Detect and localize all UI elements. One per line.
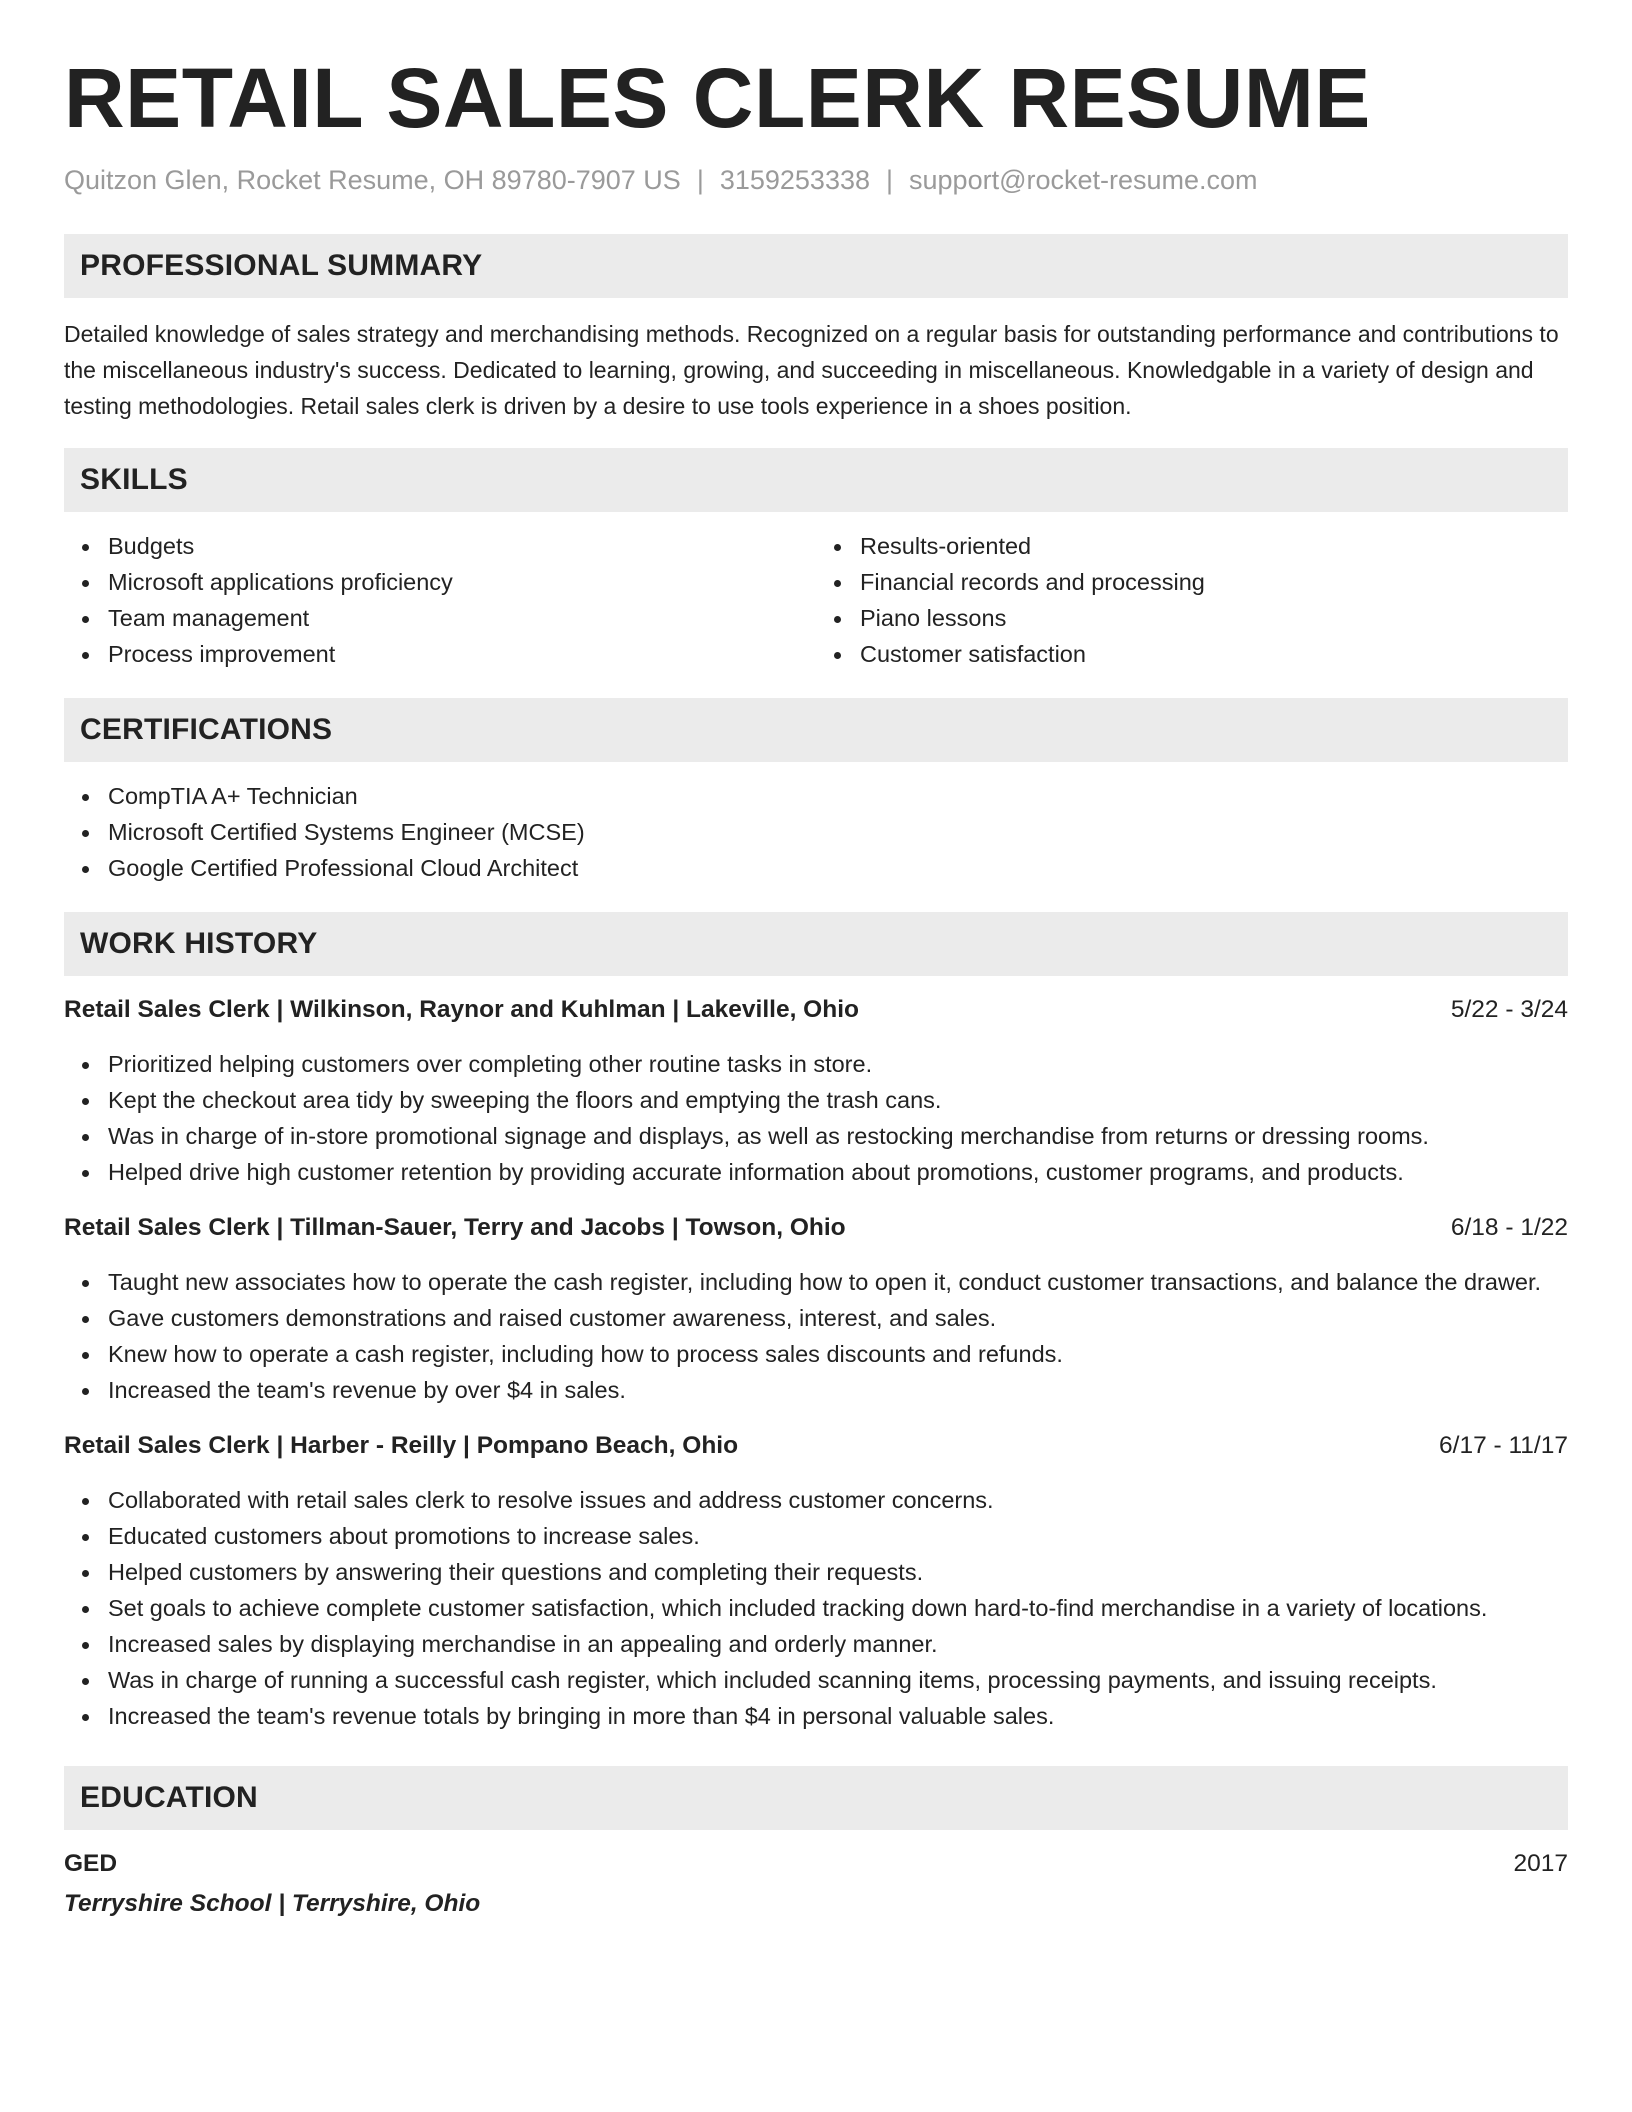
job-header (64, 992, 1568, 1028)
skill-item: Team management (64, 600, 816, 636)
job-duty: Prioritized helping customers over completing other routine tasks in store. (64, 1046, 1568, 1082)
job-duty: Educated customers about promotions to increase sales. (64, 1518, 1568, 1554)
job-duty: Set goals to achieve complete customer satisfaction, which included tracking down hard-to-find merchandise in a variety of locations. (64, 1590, 1568, 1626)
skill-item: Customer satisfaction (816, 636, 1568, 672)
education-year: 2017 (1513, 1850, 1568, 1877)
job-header (64, 1210, 1568, 1246)
certifications-list (64, 778, 1568, 886)
education-header (64, 1846, 1568, 1882)
skill-item: Results-oriented (816, 528, 1568, 564)
summary-heading: PROFESSIONAL SUMMARY (64, 234, 1568, 298)
work-history-heading: WORK HISTORY (64, 912, 1568, 976)
education-school: Terryshire School | Terryshire, Ohio (64, 1890, 481, 1917)
education-degree: GED (64, 1850, 118, 1877)
resume-title: RETAIL SALES CLERK RESUME (64, 51, 1371, 145)
job-duty: Was in charge of running a successful cash register, which included scanning items, processing payments, and issuing receipts. (64, 1662, 1568, 1698)
skill-item: Piano lessons (816, 600, 1568, 636)
job-duty: Increased the team's revenue by over $4 in sales. (64, 1372, 1568, 1408)
job-dates: 6/17 - 11/17 (1439, 1432, 1568, 1459)
job-title: Retail Sales Clerk | Harber - Reilly | Pompano Beach, Ohio (64, 1432, 739, 1459)
skills-list (64, 528, 1568, 672)
job-duty: Increased sales by displaying merchandise in an appealing and orderly manner. (64, 1626, 1568, 1662)
job-duty: Helped drive high customer retention by providing accurate information about promotions, customer programs, and products. (64, 1154, 1568, 1190)
certification-item: Microsoft Certified Systems Engineer (MCSE) (64, 814, 1568, 850)
job-duty: Helped customers by answering their questions and completing their requests. (64, 1554, 1568, 1590)
job-duty: Kept the checkout area tidy by sweeping the floors and emptying the trash cans. (64, 1082, 1568, 1118)
job-entry (64, 1428, 1568, 1734)
skills-column-left (64, 528, 816, 672)
job-title: Retail Sales Clerk | Tillman-Sauer, Terry and Jacobs | Towson, Ohio (64, 1214, 846, 1241)
skill-item: Budgets (64, 528, 816, 564)
job-duty: Knew how to operate a cash register, including how to process sales discounts and refunds. (64, 1336, 1568, 1372)
job-duty: Taught new associates how to operate the cash register, including how to open it, conduct customer transactions, and balance the drawer. (64, 1264, 1568, 1300)
job-title: Retail Sales Clerk | Wilkinson, Raynor and Kuhlman | Lakeville, Ohio (64, 996, 859, 1023)
contact-address: Quitzon Glen, Rocket Resume, OH 89780-7907 US (64, 165, 681, 195)
job-duty: Increased the team's revenue totals by bringing in more than $4 in personal valuable sales. (64, 1698, 1568, 1734)
job-header (64, 1428, 1568, 1464)
contact-separator: | (886, 165, 894, 195)
certifications-heading: CERTIFICATIONS (64, 698, 1568, 762)
job-duties (64, 1264, 1568, 1408)
job-duties (64, 1046, 1568, 1190)
skill-item: Financial records and processing (816, 564, 1568, 600)
skill-item: Process improvement (64, 636, 816, 672)
skill-item: Microsoft applications proficiency (64, 564, 816, 600)
job-duty: Was in charge of in-store promotional signage and displays, as well as restocking merchandise from returns or dressing rooms. (64, 1118, 1568, 1154)
job-dates: 5/22 - 3/24 (1450, 996, 1568, 1023)
job-duty: Gave customers demonstrations and raised customer awareness, interest, and sales. (64, 1300, 1568, 1336)
contact-separator: | (696, 165, 704, 195)
summary-text: Detailed knowledge of sales strategy and merchandising methods. Recognized on a regular basis for outstanding performance and contributions to the miscellaneous industry's success. Dedicated to learning, growing, and succeeding in miscellaneous. Knowledgable in a variety of design and testing methodologies. Retail sales clerk is driven by a desire to use tools experience in a shoes position. (64, 321, 1559, 419)
skills-heading: SKILLS (64, 448, 1568, 512)
job-entry (64, 992, 1568, 1190)
job-dates: 6/18 - 1/22 (1450, 1214, 1568, 1241)
contact-phone: 3159253338 (719, 165, 870, 195)
job-duty: Collaborated with retail sales clerk to resolve issues and address customer concerns. (64, 1482, 1568, 1518)
skills-column-right (816, 528, 1568, 672)
contact-email: support@rocket-resume.com (909, 165, 1258, 195)
education-entry (64, 1846, 1568, 1922)
certification-item: CompTIA A+ Technician (64, 778, 1568, 814)
contact-line (64, 160, 1568, 200)
certification-item: Google Certified Professional Cloud Architect (64, 850, 1568, 886)
education-heading: EDUCATION (64, 1766, 1568, 1830)
job-entry (64, 1210, 1568, 1408)
job-duties (64, 1482, 1568, 1734)
